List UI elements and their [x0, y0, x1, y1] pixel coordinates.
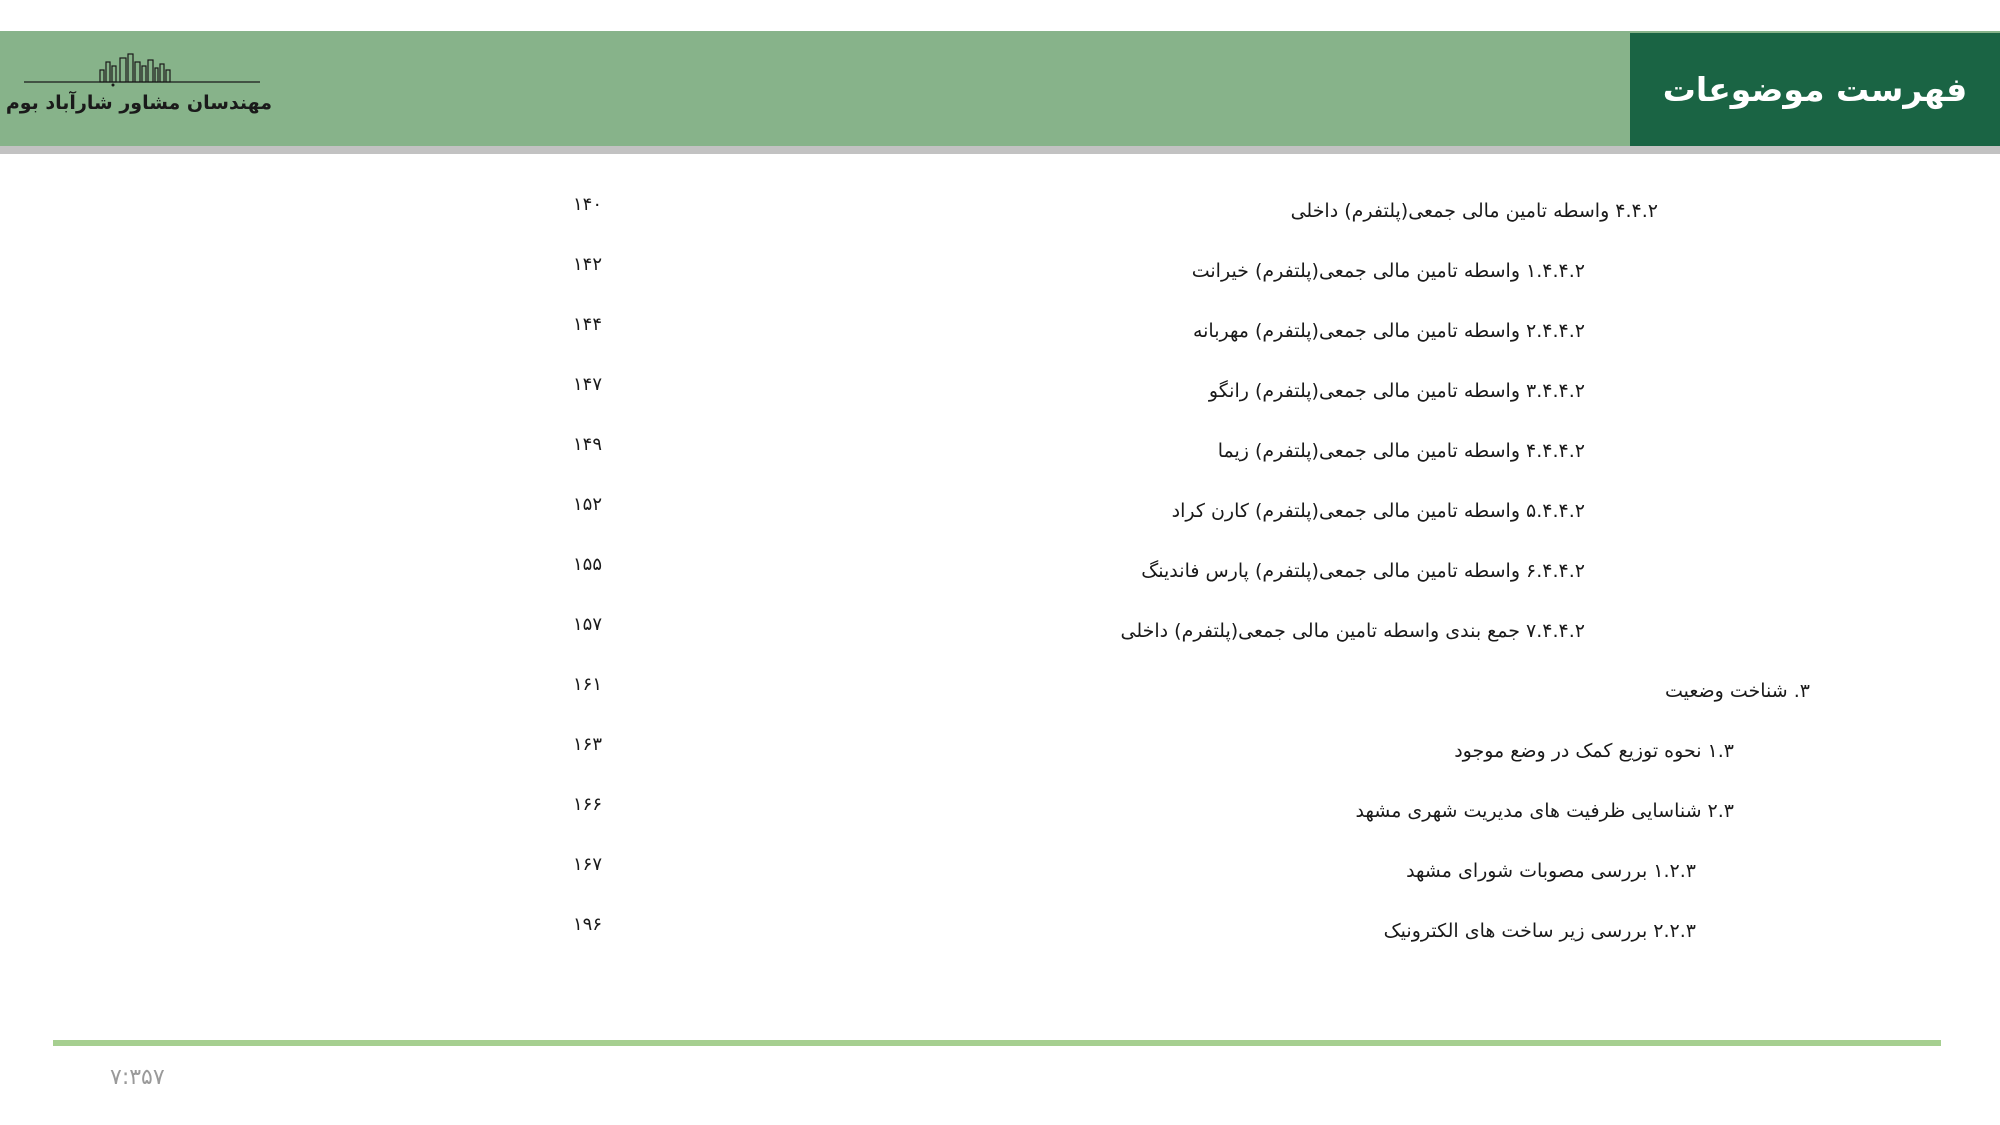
toc-entry[interactable]: [0, 434, 2000, 480]
page-title: فهرست موضوعات: [1662, 70, 1968, 109]
toc-entry-page: ۱۹۶: [573, 914, 603, 935]
toc-entry-page: ۱۶۷: [573, 854, 603, 875]
toc-entry-label: ۴.۴.۴.۲ واسطه تامین مالی جمعی(پلتفرم) زیما: [1217, 440, 1585, 462]
toc-entry-page: ۱۵۵: [573, 554, 603, 575]
toc-entry[interactable]: [0, 374, 2000, 420]
footer-divider: [53, 1040, 1941, 1046]
toc-entry-page: ۱۶۳: [573, 734, 603, 755]
skyline-logo-icon: [22, 52, 272, 92]
toc-entry[interactable]: [0, 614, 2000, 660]
toc-entry-page: ۱۴۹: [573, 434, 603, 455]
toc-entry[interactable]: [0, 734, 2000, 780]
toc-entry-label: ۷.۴.۴.۲ جمع بندی واسطه تامین مالی جمعی(پلتفرم) داخلی: [1120, 620, 1585, 642]
toc-entry-page: ۱۴۷: [573, 374, 603, 395]
toc-entry-page: ۱۶۱: [573, 674, 603, 695]
toc-entry[interactable]: [0, 674, 2000, 720]
toc-entry[interactable]: [0, 554, 2000, 600]
toc-entry[interactable]: [0, 914, 2000, 960]
toc-entry-label: ۳.۴.۴.۲ واسطه تامین مالی جمعی(پلتفرم) رانگو: [1208, 380, 1585, 402]
title-box: [1630, 33, 2000, 146]
toc-entry-page: ۱۴۲: [573, 254, 603, 275]
toc-entry[interactable]: [0, 494, 2000, 540]
toc-entry-page: ۱۵۷: [573, 614, 603, 635]
toc-entry-label: ۶.۴.۴.۲ واسطه تامین مالی جمعی(پلتفرم) پارس فاندینگ: [1141, 560, 1585, 582]
toc-entry-label: ۲.۴.۴.۲ واسطه تامین مالی جمعی(پلتفرم) مهربانه: [1192, 320, 1585, 342]
toc-entry[interactable]: [0, 194, 2000, 240]
logo-text: مهندسان مشاور شارآباد بوم: [5, 92, 272, 114]
toc-entry-label: ۱.۳ نحوه توزیع کمک در وضع موجود: [1454, 740, 1734, 762]
footer-page-number: ۷:۳۵۷: [110, 1065, 165, 1090]
toc-entry-page: ۱۵۲: [573, 494, 603, 515]
header-shadow: [0, 146, 2000, 154]
toc-entry-label: ۵.۴.۴.۲ واسطه تامین مالی جمعی(پلتفرم) کارن کراد: [1171, 500, 1585, 522]
toc-entry-page: ۱۶۶: [573, 794, 603, 815]
toc-entry[interactable]: [0, 794, 2000, 840]
toc-entry-page: ۱۴۴: [573, 314, 603, 335]
toc-entry[interactable]: [0, 314, 2000, 360]
toc-entry-page: ۱۴۰: [573, 194, 603, 215]
toc-entry-label: ۴.۴.۲ واسطه تامین مالی جمعی(پلتفرم) داخلی: [1290, 200, 1658, 222]
toc-entry-label: ۲.۲.۳ بررسی زیر ساخت های الکترونیک: [1383, 920, 1696, 942]
toc-entry-label: ۲.۳ شناسایی ظرفیت های مدیریت شهری مشهد: [1355, 800, 1734, 822]
toc-entry-label: ۱.۲.۳ بررسی مصوبات شورای مشهد: [1406, 860, 1696, 882]
toc-entry-label: ۱.۴.۴.۲ واسطه تامین مالی جمعی(پلتفرم) خیرانت: [1191, 260, 1585, 282]
toc-entry[interactable]: [0, 254, 2000, 300]
company-logo: [5, 52, 272, 122]
toc-entry[interactable]: [0, 854, 2000, 900]
toc-entry-label: ۳. شناخت وضعیت: [1664, 680, 1810, 702]
